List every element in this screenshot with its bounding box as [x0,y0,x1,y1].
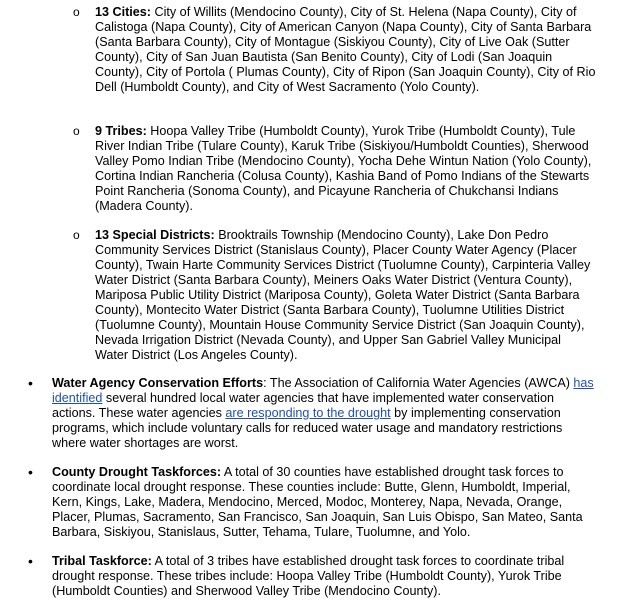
responding-to-drought-link[interactable]: are responding to the drought [225,406,391,420]
item-text: : The Association of California Water Agencies (AWCA) [263,376,574,390]
bullet-icon: • [28,375,33,391]
hollow-bullet-icon: o [73,5,80,19]
list-item-tribes [73,124,597,214]
list-item-cities [73,5,597,95]
item-text: A total of 30 counties have established drought task forces to coordinate local drought response. These counties include: Butte, Glenn, Humboldt, Imperial, Kern, Kings, Lake, Madera, Mendocino, Merced, Modoc, Monterey, Napa, Nevada, Orange, Placer, Plumas, Sacramento, San Francisco, San Joaquin, San Luis Obispo, San Mateo, Santa Barbara, Siskiyou, Stanislaus, Sutter, Tehama, Tulare, Tuolumne, and Yolo. [52,465,583,539]
item-heading: 9 Tribes: [95,124,147,138]
item-text: City of Willits (Mendocino County), City of St. Helena (Napa County), City of Calistoga (Napa County), City of American Canyon (Napa County), City of Santa Barbara (Santa Barbara County), City of Montague (Siskiyou County), City of Live Oak (Sutter County), City of San Juan Bautista (San Benito County), City of Lodi (San Joaquin County), City of Portola ( Plumas County), City of Ripon (San Joaquin County), City of Rio Dell (Humboldt County), and City of West Sacramento (Yolo County). [95,5,596,94]
has-identified-link[interactable]: has identified [52,376,594,405]
item-heading: 13 Cities: [95,5,151,19]
item-heading: 13 Special Districts: [95,228,215,242]
hollow-bullet-icon: o [73,124,80,138]
item-text: Hoopa Valley Tribe (Humboldt County), Yurok Tribe (Humboldt County), Tule River Indian Tribe (Tulare County), Karuk Tribe (Siskiyou/Humboldt Counties), Sherwood Valley Pomo Indian Tribe (Mendocino County), Yocha Dehe Wintun Nation (Yolo County), Cortina Indian Rancheria (Colusa County), Kashia Band of Pomo Indians of the Stewarts Point Rancheria (Sonoma County), and Picayune Rancheria of Chukchansi Indians (Madera County). [95,124,592,213]
list-item-tribal-taskforce [28,553,597,599]
hollow-bullet-icon: o [73,228,80,242]
list-item-county-taskforces [28,464,597,540]
item-heading: Water Agency Conservation Efforts [52,376,264,390]
item-heading: County Drought Taskforces: [52,465,222,479]
list-item-special-districts [73,228,597,363]
item-text: several hundred local water agencies that have implemented water conservation actions. These water agencies [52,391,554,420]
item-text: Brooktrails Township (Mendocino County), Lake Don Pedro Community Services District (Stanislaus County), Placer County Water Agency (Placer County), Twain Harte Community Services District (Tuolumne County), Carpinteria Valley Water District (Santa Barbara County), Meiners Oaks Water District (Ventura County), Mariposa Public Utility District (Mariposa County), Goleta Water District (Santa Barbara County), Montecito Water District (Santa Barbara County), Tuolumne Utilities District (Tuolumne County), Mountain House Community Service District (San Joaquin County), Nevada Irrigation District (Nevada County), and Upper San Gabriel Valley Municipal Water District (Los Angeles County). [95,228,591,362]
list-item-water-agency [28,375,597,451]
item-text: by implementing conservation programs, which include voluntary calls for reduced water usage and mandatory restrictions where water shortages are worst. [52,406,563,450]
bullet-icon: • [28,464,33,480]
item-text: A total of 3 tribes have established drought task forces to coordinate tribal drought response. These tribes include: Hoopa Valley Tribe (Humboldt County), Yurok Tribe (Humboldt Counties) and Sherwood Valley Tribe (Mendocino County). [52,554,565,598]
bullet-icon: • [28,553,33,569]
item-heading: Tribal Taskforce: [52,554,152,568]
